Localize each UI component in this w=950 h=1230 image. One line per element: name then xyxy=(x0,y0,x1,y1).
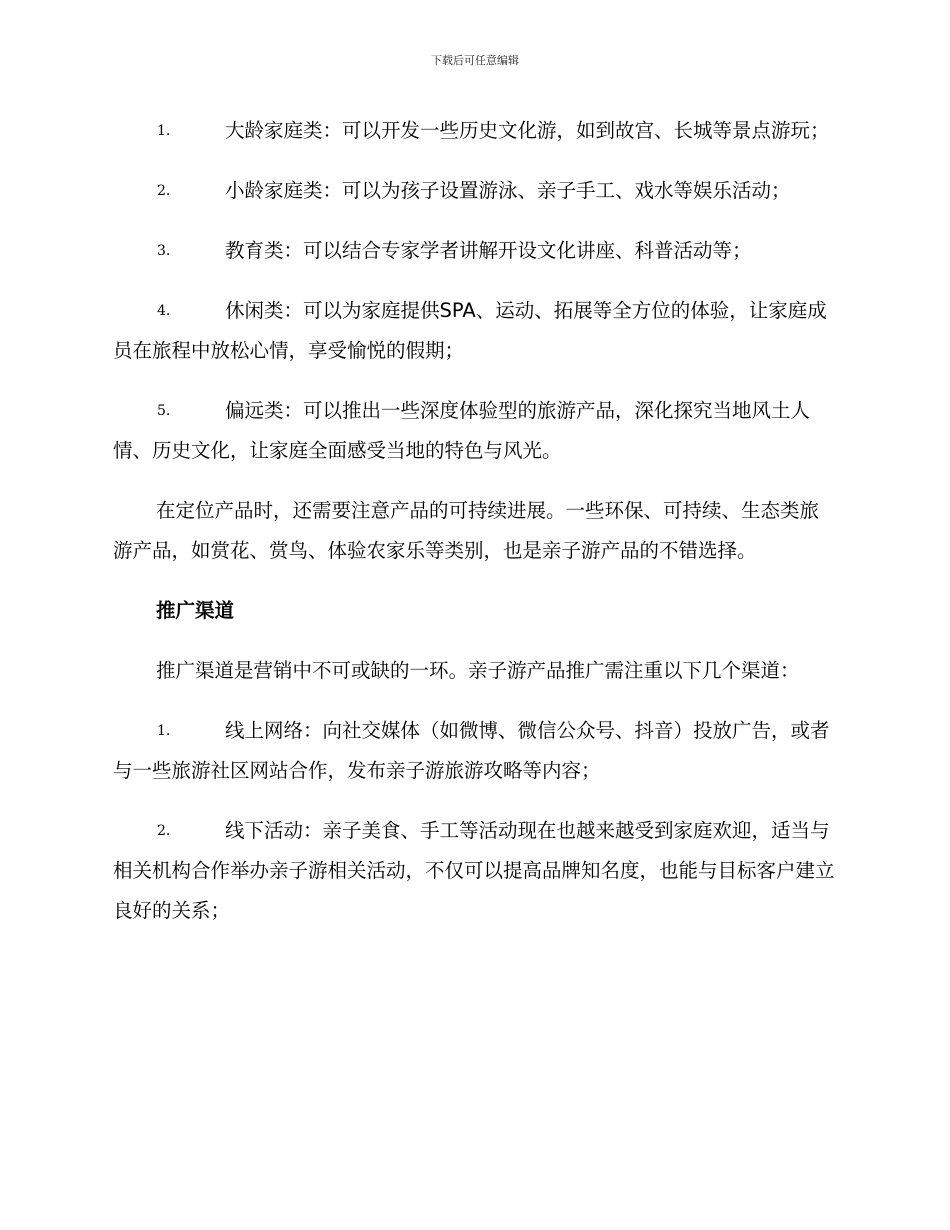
list-item-text: 偏远类：可以推出一些深度体验型的旅游产品，深化探究当地风土人情、历史文化，让家庭全面感受当地的特色与风光。 xyxy=(113,399,811,462)
list-item xyxy=(113,711,835,791)
list-number: 2. xyxy=(157,823,171,839)
list-number: 4. xyxy=(157,303,171,319)
list-item xyxy=(113,811,835,931)
list-number: 2. xyxy=(157,183,171,199)
body-paragraph: 在定位产品时，还需要注意产品的可持续进展。一些环保、可持续、生态类旅游产品，如赏花、赏鸟、体验农家乐等类别，也是亲子游产品的不错选择。 xyxy=(113,499,820,562)
list-item xyxy=(113,291,835,371)
page-header: 下载后可任意编辑 xyxy=(431,54,519,67)
list-item xyxy=(113,231,835,271)
list-item-text: 休闲类：可以为家庭提供SPA、运动、拓展等全方位的体验，让家庭成员在旅程中放松心情，享受愉悦的假期； xyxy=(113,299,827,362)
list-item-text: 线下活动：亲子美食、手工等活动现在也越来越受到家庭欢迎，适当与相关机构合作举办亲子游相关活动，不仅可以提高品牌知名度，也能与目标客户建立良好的关系； xyxy=(113,819,835,922)
list-number: 1. xyxy=(157,123,171,139)
list-item-text: 大龄家庭类：可以开发一些历史文化游，如到故宫、长城等景点游玩； xyxy=(225,119,830,142)
list-item xyxy=(113,391,835,471)
list-item-text: 线上网络：向社交媒体（如微博、微信公众号、抖音）投放广告，或者与一些旅游社区网站合作，发布亲子游旅游攻略等内容； xyxy=(113,719,830,782)
list-item-text: 教育类：可以结合专家学者讲解开设文化讲座、科普活动等； xyxy=(225,239,752,262)
section-heading: 推广渠道 xyxy=(156,599,235,622)
list-number: 3. xyxy=(157,243,171,259)
list-number: 1. xyxy=(157,723,171,739)
list-number: 5. xyxy=(157,403,171,419)
list-item-text: 小龄家庭类：可以为孩子设置游泳、亲子手工、戏水等娱乐活动； xyxy=(225,179,791,202)
document-body xyxy=(113,111,835,951)
body-paragraph: 推广渠道是营销中不可或缺的一环。亲子游产品推广需注重以下几个渠道： xyxy=(156,659,800,682)
list-item xyxy=(113,111,835,151)
list-item xyxy=(113,171,835,211)
